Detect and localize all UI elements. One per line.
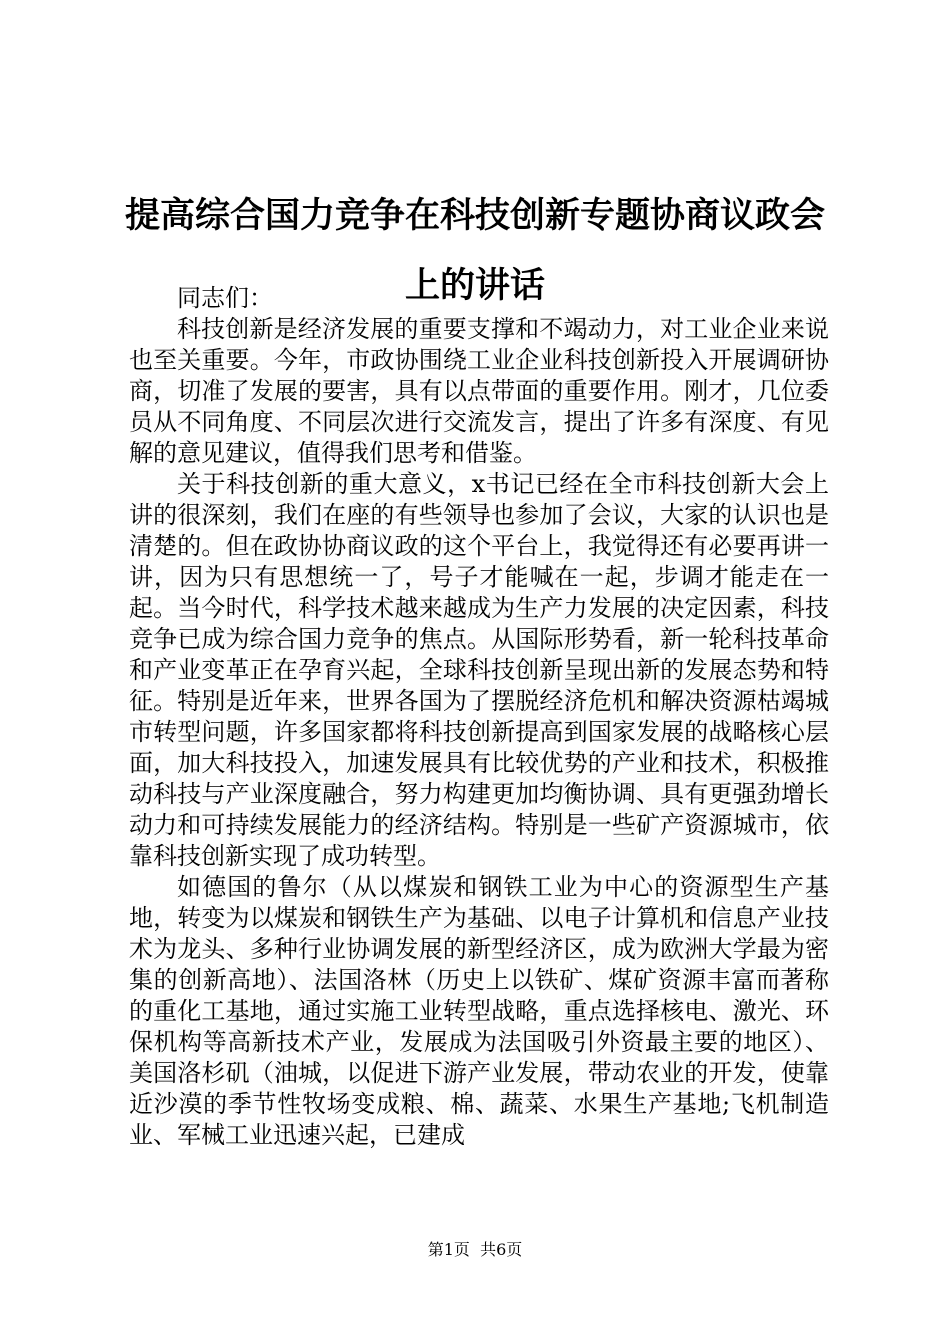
document-body <box>129 283 829 1151</box>
title-line-2: 上的讲话 <box>404 266 545 307</box>
salutation: 同志们： <box>177 284 273 312</box>
title-line-1: 提高综合国力竞争在科技创新专题协商议政会 <box>124 196 825 237</box>
paragraph-2: 关于科技创新的重大意义，x书记已经在全市科技创新大会上讲的很深刻，我们在座的有些领导也参加了会议，大家的认识也是清楚的。但在政协协商议政的这个平台上，我觉得还有必要再讲一讲，因为只有思想统一了，号子才能喊在一起，步调才能走在一起。当今时代，科学技术越来越成为生产力发展的决定因素，科技竞争已成为综合国力竞争的焦点。从国际形势看，新一轮科技革命和产业变革正在孕育兴起，全球科技创新呈现出新的发展态势和特征。特别是近年来，世界各国为了摆脱经济危机和解决资源枯竭城市转型问题，许多国家都将科技创新提高到国家发展的战略核心层面，加大科技投入，加速发展具有比较优势的产业和技术，积极推动科技与产业深度融合，努力构建更加均衡协调、具有更强劲增长动力和可持续发展能力的经济结构。特别是一些矿产资源城市，依靠科技创新实现了成功转型。 <box>129 470 829 870</box>
paragraph-1: 科技创新是经济发展的重要支撑和不竭动力，对工业企业来说也至关重要。今年，市政协围绕工业企业科技创新投入开展调研协商，切准了发展的要害，具有以点带面的重要作用。刚才，几位委员从不同角度、不同层次进行交流发言，提出了许多有深度、有见解的意见建议，值得我们思考和借鉴。 <box>129 315 829 467</box>
page-footer: 第1页 共6页 <box>427 1240 523 1259</box>
paragraph-3: 如德国的鲁尔（从以煤炭和钢铁工业为中心的资源型生产基地，转变为以煤炭和钢铁生产为基础、以电子计算机和信息产业技术为龙头、多种行业协调发展的新型经济区，成为欧洲大学最为密集的创新高地）、法国洛林（历史上以铁矿、煤矿资源丰富而著称的重化工基地，通过实施工业转型战略，重点选择核电、激光、环保机构等高新技术产业，发展成为法国吸引外资最主要的地区）、美国洛杉矶（油城，以促进下游产业发展，带动农业的开发，使靠近沙漠的季节性牧场变成粮、棉、蔬菜、水果生产基地;飞机制造业、军械工业迅速兴起，已建成 <box>129 873 829 1149</box>
